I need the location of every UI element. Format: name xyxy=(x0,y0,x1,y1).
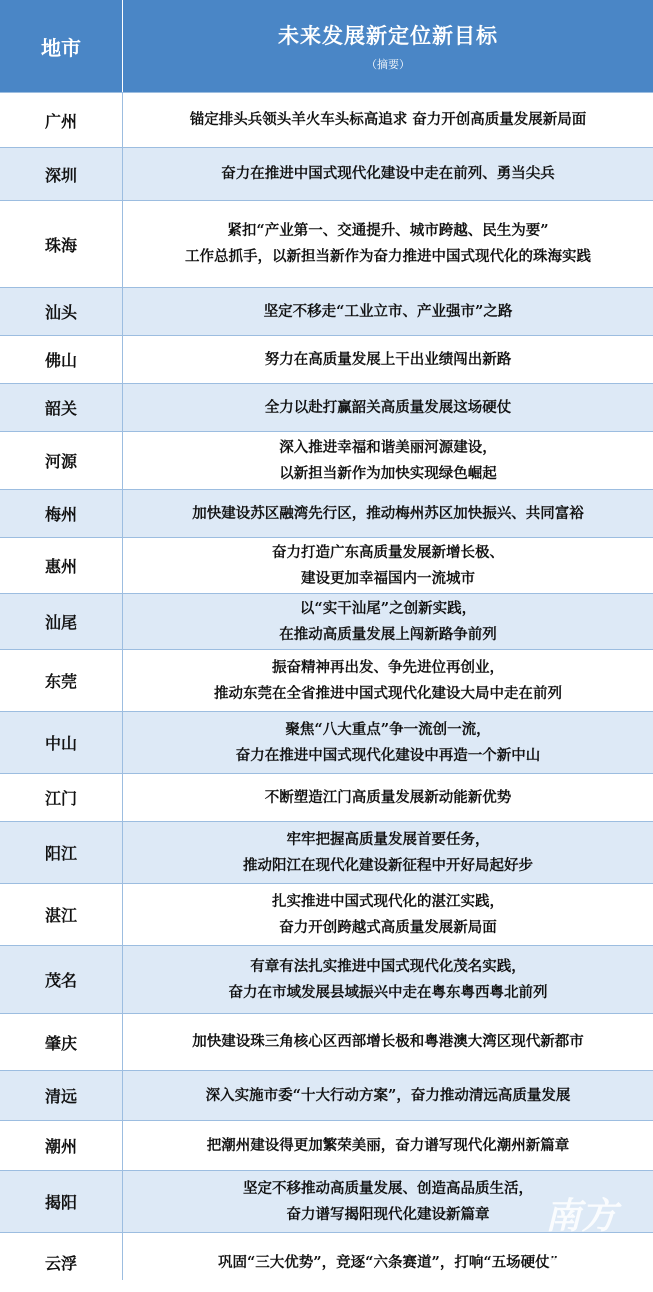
goal-line: 在推动高质量发展上闯新路争前列 xyxy=(279,625,497,643)
city-name: 广州 xyxy=(44,111,77,131)
goal-line: 巩固“三大优势”，竞逐“六条赛道”，打响“五场硬仗” xyxy=(217,1253,559,1271)
city-name: 汕头 xyxy=(44,303,77,322)
goal-line: 聚焦“八大重点”争一流创一流， xyxy=(285,720,491,738)
goal-line: 奋力打造广东高质量发展新增长极、 xyxy=(272,543,504,561)
city-name: 茂名 xyxy=(44,971,77,990)
header-subtitle: （摘要） xyxy=(366,58,410,71)
city-name: 江门 xyxy=(44,789,77,808)
goal-line: 推动东莞在全省推进中国式现代化建设大局中走在前列 xyxy=(214,684,562,702)
table-row xyxy=(0,711,653,773)
goal-text xyxy=(123,650,653,711)
goal-line: 坚定不移推动高质量发展、创造高品质生活， xyxy=(243,1179,533,1197)
table-row xyxy=(0,287,653,335)
goal-text xyxy=(123,384,653,431)
goal-text xyxy=(123,288,653,335)
table-row xyxy=(0,593,653,649)
goal-line: 全力以赴打赢韶关高质量发展这场硬仗 xyxy=(264,398,512,416)
goal-text xyxy=(123,1121,653,1170)
goal-text xyxy=(123,148,653,200)
table-row xyxy=(0,489,653,537)
city-name: 云浮 xyxy=(44,1254,77,1273)
header-city: 地市 xyxy=(41,35,81,60)
city-name: 潮州 xyxy=(44,1137,77,1156)
city-name: 湛江 xyxy=(44,906,77,925)
goal-line: 紧扣“产业第一、交通提升、城市跨越、民生为要” xyxy=(227,222,549,239)
goal-line: 加快建设珠三角核心区西部增长极和粤港澳大湾区现代新都市 xyxy=(192,1033,584,1050)
goal-line: 深入推进幸福和谐美丽河源建设， xyxy=(279,438,497,456)
goal-line: 奋力在推进中国式现代化建设中走在前列、勇当尖兵 xyxy=(221,165,555,182)
header-title: 未来发展新定位新目标 xyxy=(278,24,498,48)
column-divider xyxy=(122,0,123,1280)
city-name: 深圳 xyxy=(44,165,77,185)
goal-line: 建设更加幸福国内一流城市 xyxy=(301,569,475,587)
city-name: 惠州 xyxy=(44,557,77,576)
goal-line: 不断塑造江门高质量发展新动能新优势 xyxy=(264,788,512,806)
city-name: 珠海 xyxy=(44,235,77,255)
table-row xyxy=(0,821,653,883)
goal-line: 奋力谱写揭阳现代化建设新篇章 xyxy=(286,1205,490,1223)
goal-line: 锚定排头兵领头羊火车头标高追求 奋力开创高质量发展新局面 xyxy=(189,111,587,128)
goal-line: 有章有法扎实推进中国式现代化茂名实践， xyxy=(250,957,526,975)
header-title-cell xyxy=(123,0,653,92)
table-row xyxy=(0,883,653,945)
table-row xyxy=(0,147,653,200)
goal-text xyxy=(123,946,653,1013)
goal-text xyxy=(123,336,653,383)
goal-line: 把潮州建设得更加繁荣美丽，奋力谱写现代化潮州新篇章 xyxy=(206,1136,570,1154)
table-row xyxy=(0,537,653,593)
goal-line: 以新担当新作为加快实现绿色崛起 xyxy=(279,464,497,482)
goal-line: 坚定不移走“工业立市、产业强市”之路 xyxy=(263,302,513,320)
goal-text xyxy=(123,490,653,537)
table-row xyxy=(0,1013,653,1070)
goal-line: 牢牢把握高质量发展首要任务， xyxy=(286,830,490,848)
table-row xyxy=(0,431,653,489)
goal-text xyxy=(123,201,653,287)
table-row xyxy=(0,1120,653,1170)
table-row xyxy=(0,200,653,287)
goal-line: 奋力在市域发展县域振兴中走在粤东粤西粤北前列 xyxy=(228,983,548,1001)
goal-line: 工作总抓手，以新担当新作为奋力推进中国式现代化的珠海实践 xyxy=(185,248,591,265)
goal-line: 奋力开创跨越式高质量发展新局面 xyxy=(279,918,497,936)
table-row xyxy=(0,92,653,147)
goal-text xyxy=(123,1071,653,1120)
goal-text xyxy=(123,712,653,773)
goal-text xyxy=(123,594,653,649)
city-name: 梅州 xyxy=(44,505,77,524)
city-name: 中山 xyxy=(44,734,77,753)
goal-line: 加快建设苏区融湾先行区，推动梅州苏区加快振兴、共同富裕 xyxy=(192,504,584,522)
goal-text xyxy=(123,93,653,147)
goal-line: 扎实推进中国式现代化的湛江实践， xyxy=(272,892,504,910)
table-row xyxy=(0,1070,653,1120)
goal-line: 奋力在推进中国式现代化建设中再造一个新中山 xyxy=(235,746,541,764)
watermark-logo: 南方+ xyxy=(545,1196,618,1280)
table-row xyxy=(0,945,653,1013)
goal-text xyxy=(123,774,653,821)
table-row xyxy=(0,649,653,711)
goal-line: 深入实施市委“十大行动方案”，奋力推动清远高质量发展 xyxy=(205,1086,571,1104)
city-name: 肇庆 xyxy=(44,1033,77,1053)
table-row xyxy=(0,335,653,383)
table-row xyxy=(0,383,653,431)
goal-line: 振奋精神再出发、争先进位再创业， xyxy=(272,658,504,676)
city-name: 阳江 xyxy=(44,844,77,863)
city-name: 佛山 xyxy=(44,351,77,370)
goal-text xyxy=(123,432,653,489)
header-divider xyxy=(122,0,123,92)
goal-text xyxy=(123,538,653,593)
goal-text xyxy=(123,822,653,883)
city-name: 韶关 xyxy=(44,399,77,418)
table-row xyxy=(0,773,653,821)
city-name: 清远 xyxy=(44,1087,77,1106)
goal-text xyxy=(123,884,653,945)
goal-line: 努力在高质量发展上干出业绩闯出新路 xyxy=(264,350,512,368)
city-name: 揭阳 xyxy=(44,1193,77,1212)
city-name: 东莞 xyxy=(44,672,77,691)
goal-text xyxy=(123,1014,653,1070)
city-name: 河源 xyxy=(44,452,77,471)
table-header xyxy=(0,0,653,92)
goal-line: 以“实干汕尾”之创新实践， xyxy=(299,599,477,617)
goal-line: 推动阳江在现代化建设新征程中开好局起好步 xyxy=(243,856,533,874)
city-name: 汕尾 xyxy=(44,613,77,632)
